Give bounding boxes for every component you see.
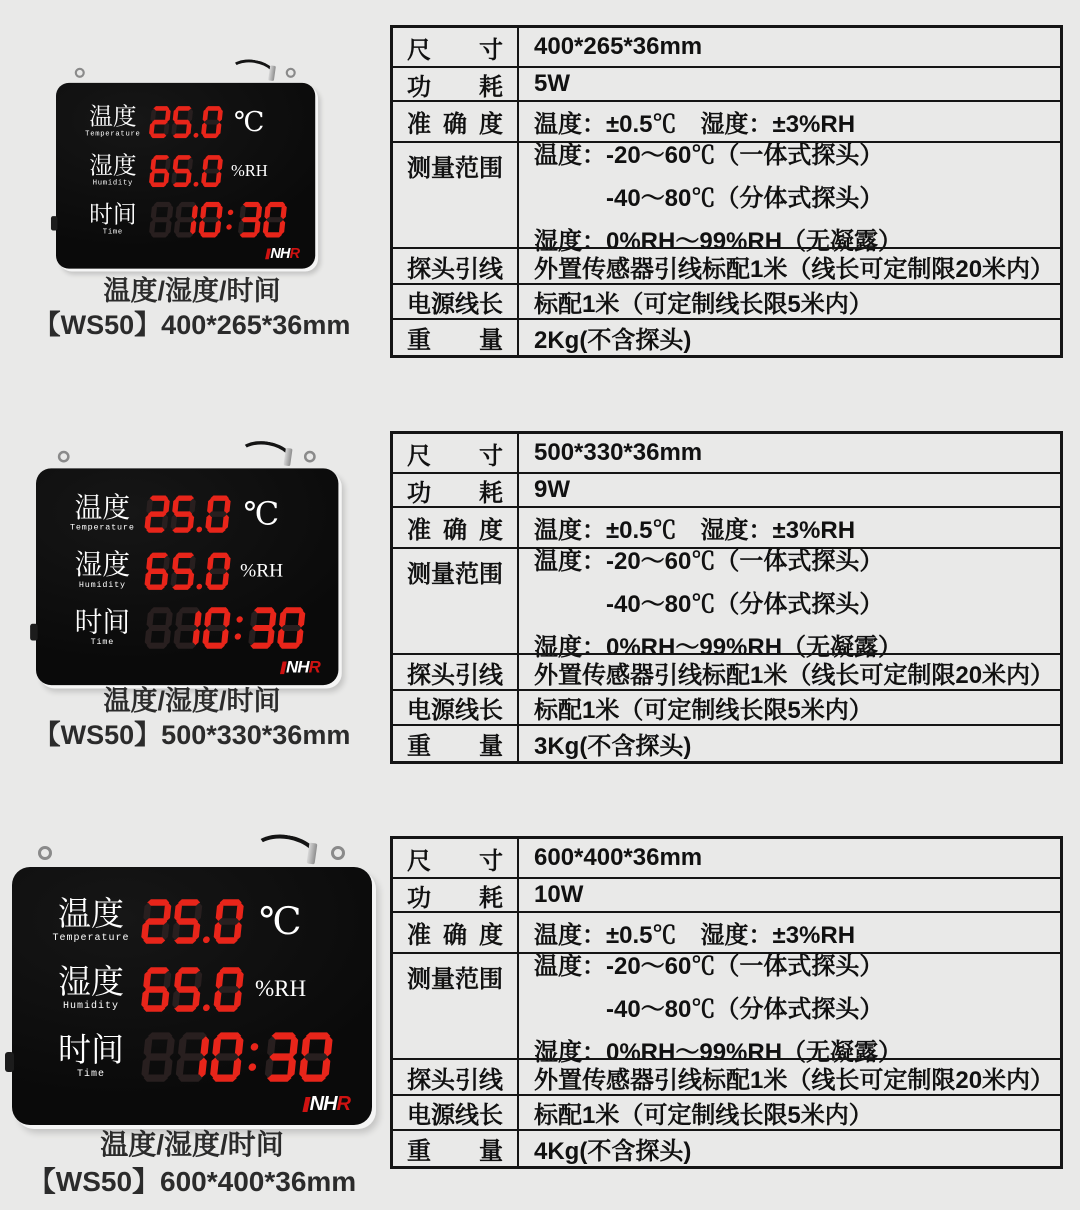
spec-value-text: 400*265*36mm — [534, 33, 703, 60]
spec-label: 功耗 — [393, 877, 519, 911]
caption-line1: 温度/湿度/时间 — [103, 276, 281, 306]
spec-label: 电源线长 — [393, 283, 519, 318]
spec-value — [519, 653, 1060, 689]
humidity-label-en: Humidity — [92, 179, 134, 188]
temperature-row — [56, 97, 315, 146]
logo-red-letter: R — [336, 1093, 350, 1115]
caption-line2: 【WS50】600*400*36mm — [27, 1166, 357, 1197]
spec-value — [519, 1129, 1060, 1166]
humidity-label-zh: 湿度 — [58, 964, 124, 1001]
spec-label: 重量 — [393, 318, 519, 355]
range-line-3: 湿度：0%RH～99%RH（无凝露） — [534, 227, 903, 255]
spec-value-text: 标配1米（可定制线长限5米内） — [534, 291, 873, 318]
logo-white-letters: NH — [309, 1093, 337, 1115]
humidity-label-en: Humidity — [78, 581, 126, 591]
temperature-label — [83, 105, 142, 139]
spec-label: 电源线长 — [393, 1094, 519, 1129]
hanging-hook-icon — [331, 846, 345, 860]
spec-value — [519, 839, 1060, 877]
led-display-panel — [56, 83, 315, 269]
time-label — [83, 203, 142, 237]
spec-label: 尺寸 — [393, 28, 519, 66]
caption-line1: 温度/湿度/时间 — [100, 1129, 284, 1160]
logo-white-letters: NH — [286, 658, 309, 677]
temperature-label — [50, 898, 132, 945]
temperature-seven-segment-display — [144, 495, 236, 533]
logo-red-letter: R — [289, 245, 300, 262]
time-label-en: Time — [90, 638, 115, 648]
caption-line2: 【WS50】400*265*36mm — [33, 310, 351, 340]
humidity-label — [83, 154, 142, 188]
logo-red-letter: R — [308, 658, 320, 677]
spec-value-text: 温度：±0.5℃ 湿度：±3%RH — [534, 517, 856, 544]
rh-unit: %RH — [240, 559, 284, 581]
nhr-brand-logo — [281, 659, 320, 676]
humidity-seven-segment-display — [148, 155, 226, 187]
spec-table-ws50-500 — [390, 431, 1063, 764]
time-seven-segment-display — [140, 1032, 338, 1082]
device-caption — [2, 1126, 382, 1200]
spec-table-ws50-600 — [390, 836, 1063, 1169]
spec-label: 探头引线 — [393, 653, 519, 689]
spec-value-text: 500*330*36mm — [534, 439, 703, 466]
hanging-hook-icon — [286, 68, 296, 78]
time-row — [36, 599, 338, 656]
spec-value-text: 4Kg(不含探头) — [534, 1138, 692, 1165]
spec-value — [519, 318, 1060, 355]
time-row — [56, 195, 315, 244]
temperature-label-en: Temperature — [70, 524, 135, 534]
hanging-hook-icon — [75, 68, 85, 78]
humidity-label — [68, 551, 137, 590]
spec-value-text: 600*400*36mm — [534, 844, 703, 871]
caption-line2: 【WS50】500*330*36mm — [33, 720, 351, 750]
caption-line1: 温度/湿度/时间 — [103, 686, 281, 716]
spec-value-text: 9W — [534, 476, 570, 503]
side-knob-icon — [30, 624, 38, 641]
temperature-seven-segment-display — [148, 106, 226, 138]
side-knob-icon — [5, 1052, 14, 1072]
range-line-1: 温度：-20～60℃（一体式探头） — [534, 952, 884, 980]
device-caption — [8, 274, 376, 342]
time-seven-segment-display — [144, 607, 311, 649]
spec-value — [519, 724, 1060, 761]
nhr-brand-logo — [266, 246, 299, 260]
hanging-hook-icon — [304, 451, 316, 463]
temperature-label — [68, 494, 137, 533]
celsius-unit: ℃ — [243, 496, 280, 532]
range-line-1: 温度：-20～60℃（一体式探头） — [534, 141, 884, 169]
time-label-en: Time — [102, 228, 123, 237]
temperature-label-zh: 温度 — [58, 896, 124, 933]
time-label-zh: 时间 — [89, 202, 137, 229]
nhr-brand-logo — [304, 1094, 350, 1114]
spec-label: 电源线长 — [393, 689, 519, 724]
time-label — [50, 1034, 132, 1081]
spec-value — [519, 283, 1060, 318]
logo-white-letters: NH — [270, 245, 290, 262]
device-caption — [8, 684, 376, 752]
device-image-ws50-400 — [56, 62, 315, 271]
range-line-2: -40～80℃（分体式探头） — [606, 184, 884, 212]
spec-label: 准确度 — [393, 506, 519, 547]
rh-unit: %RH — [230, 161, 268, 180]
celsius-unit: ℃ — [258, 900, 302, 943]
spec-label: 准确度 — [393, 911, 519, 952]
spec-value — [519, 247, 1060, 283]
humidity-row — [56, 146, 315, 195]
spec-label: 尺寸 — [393, 839, 519, 877]
spec-label: 重量 — [393, 1129, 519, 1166]
range-line-2: -40～80℃（分体式探头） — [606, 995, 884, 1023]
hanging-hook-icon — [58, 451, 70, 463]
humidity-label-zh: 湿度 — [74, 550, 131, 581]
spec-value — [519, 28, 1060, 66]
spec-value-text: 温度：±0.5℃ 湿度：±3%RH — [534, 111, 856, 138]
spec-label: 重量 — [393, 724, 519, 761]
spec-value-text: 5W — [534, 70, 570, 97]
humidity-row — [12, 955, 372, 1023]
temperature-row — [36, 485, 338, 542]
device-image-ws50-600 — [12, 838, 372, 1128]
spec-value-text: 外置传感器引线标配1米（线长可定制限20米内） — [534, 255, 1055, 283]
spec-value — [519, 952, 1060, 1066]
spec-label: 功耗 — [393, 66, 519, 100]
spec-label: 准确度 — [393, 100, 519, 141]
spec-label: 测量范围 — [393, 952, 519, 1058]
spec-value — [519, 877, 1060, 911]
time-seven-segment-display — [148, 202, 291, 238]
spec-value — [519, 472, 1060, 506]
device-image-ws50-500 — [36, 444, 338, 688]
time-label-en: Time — [76, 1069, 105, 1081]
humidity-seven-segment-display — [140, 967, 249, 1012]
spec-label: 测量范围 — [393, 547, 519, 653]
humidity-label-zh: 湿度 — [89, 153, 137, 180]
time-label-zh: 时间 — [58, 1032, 124, 1069]
led-display-panel — [36, 468, 338, 685]
humidity-seven-segment-display — [144, 552, 236, 590]
spec-label: 探头引线 — [393, 1058, 519, 1094]
spec-value-text: 外置传感器引线标配1米（线长可定制限20米内） — [534, 661, 1055, 689]
spec-value — [519, 66, 1060, 100]
spec-value — [519, 689, 1060, 724]
spec-value-text: 外置传感器引线标配1米（线长可定制限20米内） — [534, 1066, 1055, 1094]
spec-value-text: 标配1米（可定制线长限5米内） — [534, 697, 873, 724]
temperature-label-zh: 温度 — [89, 104, 137, 131]
spec-value — [519, 547, 1060, 661]
range-line-3: 湿度：0%RH～99%RH（无凝露） — [534, 633, 903, 661]
time-label-zh: 时间 — [74, 607, 131, 638]
range-line-3: 湿度：0%RH～99%RH（无凝露） — [534, 1038, 903, 1066]
led-display-panel — [12, 867, 372, 1125]
spec-label: 测量范围 — [393, 141, 519, 247]
spec-value — [519, 141, 1060, 255]
temperature-row — [12, 887, 372, 955]
temperature-label-en: Temperature — [52, 933, 130, 945]
spec-table-ws50-400 — [390, 25, 1063, 358]
side-knob-icon — [51, 216, 57, 230]
time-label — [68, 608, 137, 647]
hanging-hook-icon — [38, 846, 52, 860]
humidity-label-en: Humidity — [62, 1001, 119, 1013]
temperature-label-en: Temperature — [85, 130, 141, 139]
temperature-seven-segment-display — [140, 899, 249, 944]
celsius-unit: ℃ — [233, 107, 265, 138]
spec-label: 尺寸 — [393, 434, 519, 472]
range-line-1: 温度：-20～60℃（一体式探头） — [534, 547, 884, 575]
rh-unit: %RH — [254, 976, 307, 1001]
spec-value-text: 标配1米（可定制线长限5米内） — [534, 1102, 873, 1129]
spec-label: 功耗 — [393, 472, 519, 506]
spec-value-text: 2Kg(不含探头) — [534, 327, 692, 354]
temperature-label-zh: 温度 — [74, 493, 131, 524]
spec-value — [519, 434, 1060, 472]
spec-value-text: 3Kg(不含探头) — [534, 733, 692, 760]
spec-value-text: 温度：±0.5℃ 湿度：±3%RH — [534, 922, 856, 949]
spec-value — [519, 1094, 1060, 1129]
spec-label: 探头引线 — [393, 247, 519, 283]
range-line-2: -40～80℃（分体式探头） — [606, 590, 884, 618]
humidity-row — [36, 542, 338, 599]
time-row — [12, 1023, 372, 1091]
spec-value — [519, 1058, 1060, 1094]
humidity-label — [50, 966, 132, 1013]
spec-value-text: 10W — [534, 881, 584, 908]
